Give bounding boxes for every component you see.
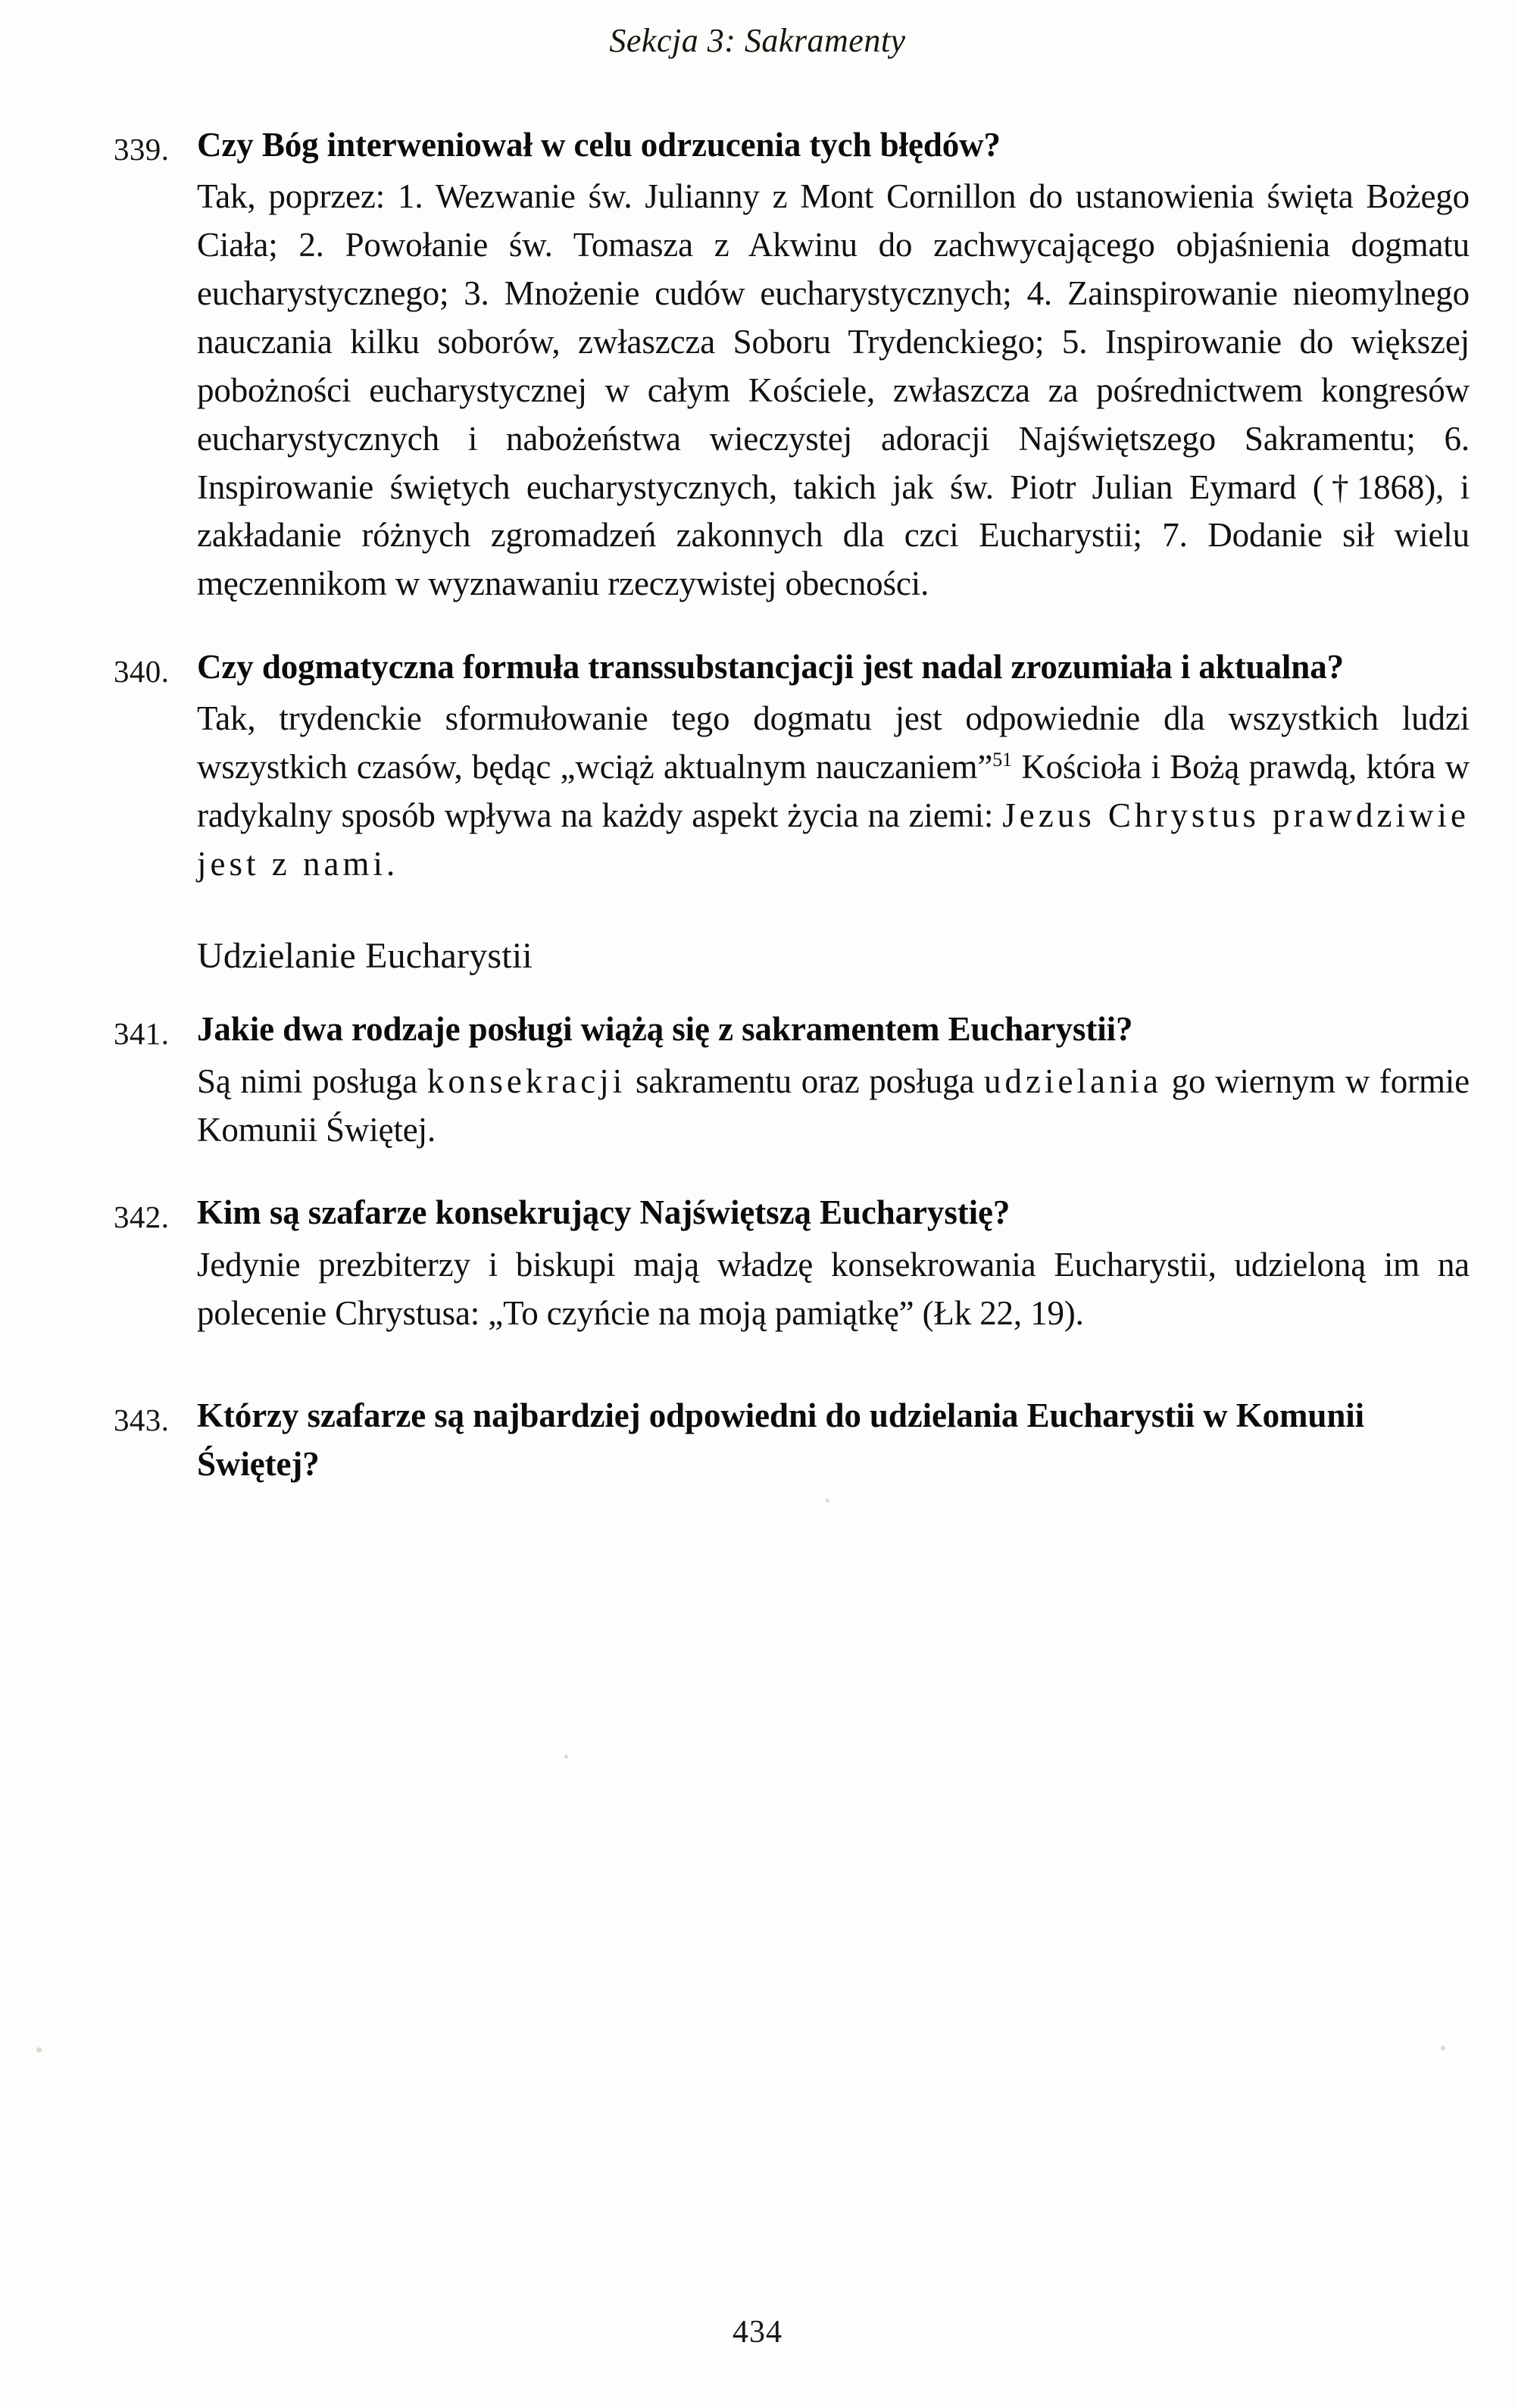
question-line-340 xyxy=(114,643,1470,693)
answer-text-342: Jedynie prezbiterzy i biskupi mają władzę konsekrowania Eucharystii, udzieloną im na polecenie Chrystusa: „To czyńcie na moją pamiątkę” (Łk 22, 19). xyxy=(197,1245,1470,1332)
answer-341-emphasis-konsekracji: konsekracji xyxy=(426,1062,626,1100)
scan-speck xyxy=(826,1499,829,1503)
page-text-block xyxy=(114,121,1470,1524)
question-line-341 xyxy=(114,1005,1470,1055)
answer-340-part-2: Kościoła i Bożą prawdą, która w radykalny sposób wpływa na każdy aspekt życia na ziemi: xyxy=(197,748,1470,835)
qa-entry-342 xyxy=(114,1189,1470,1337)
question-number-340: 340. xyxy=(114,654,170,690)
answer-340-emphasis: Jezus Chrystus prawdziwie jest z nami. xyxy=(197,796,1470,883)
running-header: Sekcja 3: Sakramenty xyxy=(609,22,906,59)
section-heading-udzielanie-eucharystii: Udzielanie Eucharystii xyxy=(197,936,533,977)
answer-341-part-2: sakramentu oraz posługa xyxy=(626,1062,985,1100)
question-number-341: 341. xyxy=(114,1016,170,1052)
question-text-343: Którzy szafarze są najbardziej odpowiedni do udzielania Eucharystii w Komunii Świętej? xyxy=(197,1396,1365,1484)
question-text-340: Czy dogmatyczna formuła transsubstancjacji jest nadal zrozumiała i aktualna? xyxy=(197,648,1345,686)
answer-text-339: Tak, poprzez: 1. Wezwanie św. Julianny z Mont Cornillon do ustanowienia święta Bożego Ciała; 2. Powołanie św. Tomasza z Akwinu do zachwycającego objaśnienia dogmatu eucharystycznego; 3. Mnożenie cudów eucharystycznych; 4. Zainspirowanie nieomylnego nauczania kilku soborów, zwłaszcza Soboru Trydenckiego; 5. Inspirowanie do większej pobożności eucharystycznej w całym Kościele, zwłaszcza za pośrednictwem kongresów eucharystycznych i nabożeństwa wieczystej adoracji Najświętszego Sakramentu; 6. Inspirowanie świętych eucharystycznych, takich jak św. Piotr Julian Eymard (†1868), i zakładanie różnych zgromadzeń zakonnych dla czci Eucharystii; 7. Dodanie sił wielu męczennikom w wyznawaniu rzeczywistej obecności. xyxy=(197,177,1470,603)
qa-entry-339 xyxy=(114,121,1470,608)
page-number: 434 xyxy=(733,2315,782,2350)
answer-341-part-1: Są nimi posługa xyxy=(197,1062,427,1100)
answer-text-341 xyxy=(197,1058,1470,1155)
footnote-marker-51: 51 xyxy=(992,749,1012,771)
question-line-343 xyxy=(114,1392,1470,1489)
qa-entry-343 xyxy=(114,1392,1470,1489)
qa-entry-341 xyxy=(114,1005,1470,1154)
question-text-341: Jakie dwa rodzaje posługi wiążą się z sakramentem Eucharystii? xyxy=(197,1010,1133,1049)
question-number-342: 342. xyxy=(114,1199,170,1235)
answer-340-part-1: Tak, trydenckie sformułowanie tego dogmatu jest odpowiednie dla wszystkich ludzi wszystkich czasów, będąc „wciąż aktualnym nauczaniem” xyxy=(197,699,1470,787)
question-text-342: Kim są szafarze konsekrujący Najświętszą Eucharystię? xyxy=(197,1193,1011,1232)
answer-341-emphasis-udzielania: udzielania xyxy=(984,1062,1162,1100)
answer-341-part-3: go wiernym w formie Komunii Świętej. xyxy=(197,1062,1470,1149)
question-number-339: 339. xyxy=(114,132,170,167)
scan-speck xyxy=(36,2047,42,2053)
question-line-339 xyxy=(114,121,1470,171)
question-text-339: Czy Bóg interweniował w celu odrzucenia tych błędów? xyxy=(197,126,1001,164)
qa-entry-340 xyxy=(114,643,1470,889)
answer-text-340 xyxy=(197,695,1470,889)
scan-speck xyxy=(1441,2046,1445,2050)
question-number-343: 343. xyxy=(114,1403,170,1438)
scan-speck xyxy=(564,1755,568,1759)
question-line-342 xyxy=(114,1189,1470,1239)
